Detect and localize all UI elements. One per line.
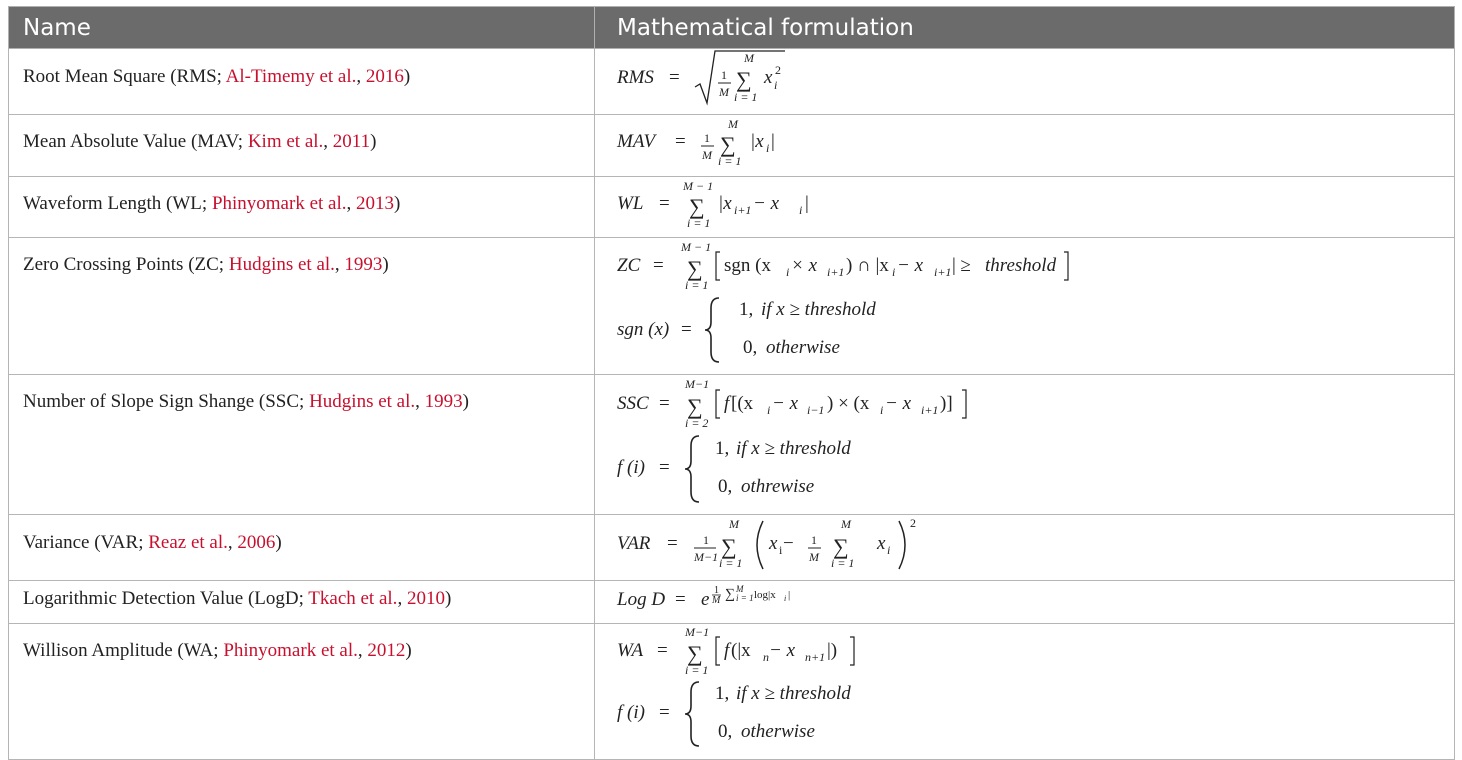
svg-text:1: 1 [704, 131, 710, 145]
svg-text:WL: WL [617, 193, 644, 214]
svg-text:i = 1: i = 1 [685, 278, 709, 292]
svg-text:=: = [659, 457, 670, 478]
formula-ssc [595, 375, 1455, 515]
svg-text:=: = [675, 131, 686, 152]
svg-text:−: − [783, 533, 794, 554]
row-name: Number of Slope Sign Shange (SSC; Hudgins et al., 1993) [9, 375, 595, 515]
svg-text:=: = [659, 393, 670, 414]
svg-text:f: f [724, 393, 730, 414]
formula-wl [595, 177, 1455, 238]
svg-text:MAV: MAV [617, 131, 656, 152]
svg-text:2: 2 [775, 63, 781, 77]
citation-year-link[interactable]: 2012 [367, 640, 406, 661]
svg-text:f (i): f (i) [617, 702, 645, 723]
svg-text:i = 1: i = 1 [831, 556, 855, 570]
svg-text:M: M [719, 85, 729, 99]
svg-text:=: = [659, 702, 670, 723]
svg-text:i: i [799, 203, 803, 217]
svg-text:=: = [657, 640, 668, 661]
citation-year-link[interactable]: 2006 [237, 532, 276, 553]
svg-text:=: = [659, 193, 670, 214]
svg-text:∑: ∑ [687, 394, 703, 419]
citation-year-link[interactable]: 2016 [365, 66, 404, 87]
svg-text:M − 1: M − 1 [683, 179, 714, 193]
svg-text:i+1: i+1 [827, 265, 845, 279]
row-name: Waveform Length (WL; Phinyomark et al., 2013) [9, 177, 595, 238]
svg-text:|: | [788, 589, 791, 601]
svg-text:| ≥: | ≥ [952, 255, 971, 276]
citation-link[interactable]: Hudgins et al. [309, 391, 416, 412]
svg-text:[(x: [(x [731, 393, 754, 414]
svg-text:WA: WA [617, 640, 644, 661]
svg-text:i = 1: i = 1 [687, 216, 711, 230]
svg-text:Log D: Log D [617, 589, 666, 610]
svg-text:i+1: i+1 [921, 403, 939, 417]
table-row [9, 515, 1455, 581]
formula-rms-svg [617, 49, 937, 108]
formula-logd-svg [617, 581, 937, 617]
svg-text:othrewise: othrewise [741, 476, 815, 497]
svg-text:i: i [786, 265, 790, 279]
svg-text:1,: 1, [715, 438, 730, 459]
formula-ssc-svg [617, 375, 1137, 508]
svg-text:i−1: i−1 [807, 403, 825, 417]
svg-text:∑: ∑ [687, 256, 703, 281]
svg-text:∑: ∑ [833, 534, 849, 559]
row-name: Root Mean Square (RMS; Al-Timemy et al., 2016) [9, 49, 595, 115]
svg-text:i: i [784, 594, 787, 603]
svg-text:0,: 0, [743, 337, 758, 358]
svg-text:i: i [779, 543, 783, 557]
svg-text:2: 2 [910, 516, 916, 530]
svg-text:i+1: i+1 [934, 265, 952, 279]
svg-text:e: e [701, 589, 710, 610]
formula-zc [595, 238, 1455, 375]
citation-year-link[interactable]: 2010 [406, 588, 445, 609]
row-name: Willison Amplitude (WA; Phinyomark et al., 2012) [9, 624, 595, 760]
citation-link[interactable]: Phinyomark et al. [211, 193, 347, 214]
svg-text:VAR: VAR [617, 533, 651, 554]
formula-wa [595, 624, 1455, 760]
row-name: Logarithmic Detection Value (LogD; Tkach et al., 2010) [9, 581, 595, 624]
svg-text:|x: |x [750, 131, 764, 152]
svg-text:∑: ∑ [720, 132, 736, 157]
svg-text:M: M [809, 550, 819, 564]
svg-text:∑: ∑ [736, 67, 752, 92]
svg-text:|: | [805, 193, 809, 214]
svg-text:i: i [766, 141, 770, 155]
row-name: Mean Absolute Value (MAV; Kim et al., 2011) [9, 115, 595, 177]
svg-text:threshold: threshold [985, 255, 1057, 276]
svg-text:n: n [763, 650, 769, 664]
svg-text:− x: − x [753, 193, 780, 214]
svg-text:=: = [667, 533, 678, 554]
svg-text:i = 1: i = 1 [718, 154, 742, 168]
svg-text:=: = [653, 255, 664, 276]
svg-text:)]: )] [940, 393, 953, 414]
svg-text:M: M [744, 51, 754, 65]
formula-wl-svg [617, 177, 937, 231]
svg-text:if x ≥ threshold: if x ≥ threshold [736, 683, 851, 704]
svg-text:i: i [767, 403, 771, 417]
formula-wa-svg [617, 624, 1037, 753]
citation-link[interactable]: Reaz et al. [148, 532, 228, 553]
svg-text:=: = [669, 67, 680, 88]
citation-year-link[interactable]: 1993 [424, 391, 463, 412]
table-row [9, 238, 1455, 375]
formula-rms [595, 49, 1455, 115]
svg-text:1,: 1, [715, 683, 730, 704]
svg-text:|x: |x [718, 193, 732, 214]
svg-text:if x ≥ threshold: if x ≥ threshold [736, 438, 851, 459]
svg-text:) ∩ |x: ) ∩ |x [846, 255, 889, 276]
citation-year-link[interactable]: 1993 [344, 254, 383, 275]
svg-text:∑: ∑ [689, 194, 705, 219]
svg-text:x: x [764, 67, 773, 88]
svg-text:M: M [736, 584, 744, 594]
svg-text:f: f [724, 640, 730, 661]
svg-text:RMS: RMS [617, 67, 654, 88]
svg-text:sgn (x): sgn (x) [617, 319, 670, 340]
table-row [9, 115, 1455, 177]
svg-text:M: M [728, 117, 738, 131]
formula-zc-svg [617, 238, 1137, 368]
svg-text:(|x: (|x [731, 640, 751, 661]
svg-text:log|x: log|x [754, 589, 776, 601]
svg-text:∑: ∑ [725, 587, 735, 602]
svg-text:M: M [729, 517, 739, 531]
row-name: Zero Crossing Points (ZC; Hudgins et al., 1993) [9, 238, 595, 375]
citation-year-link[interactable]: 2013 [356, 193, 394, 214]
svg-text:− x: − x [897, 255, 924, 276]
svg-text:i = 1: i = 1 [685, 663, 709, 677]
header-name: Name [9, 7, 595, 49]
svg-text:=: = [681, 319, 692, 340]
citation-link[interactable]: Phinyomark et al. [223, 640, 358, 661]
svg-text:i = 2: i = 2 [685, 416, 709, 430]
svg-text:× x: × x [791, 255, 818, 276]
svg-text:i = 1: i = 1 [734, 90, 758, 104]
svg-text:if x ≥ threshold: if x ≥ threshold [761, 299, 876, 320]
citation-link[interactable]: Tkach et al. [308, 588, 398, 609]
svg-text:M−1: M−1 [694, 550, 719, 564]
svg-text:M: M [841, 517, 851, 531]
svg-text:i+1: i+1 [734, 203, 752, 217]
svg-text:1,: 1, [739, 299, 754, 320]
header-row [9, 7, 1455, 49]
svg-text:otherwise: otherwise [741, 721, 815, 742]
svg-text:M−1: M−1 [685, 625, 710, 639]
svg-text:0,: 0, [718, 476, 733, 497]
svg-text:− x: − x [769, 640, 796, 661]
svg-text:∑: ∑ [721, 534, 737, 559]
svg-text:otherwise: otherwise [766, 337, 840, 358]
formula-mav-svg [617, 115, 937, 170]
svg-text:|): |) [827, 640, 838, 661]
svg-text:SSC: SSC [617, 393, 649, 414]
citation-link[interactable]: Kim et al. [247, 131, 324, 152]
svg-text:1: 1 [721, 68, 727, 82]
citation-link[interactable]: Al-Timemy et al. [225, 66, 357, 87]
svg-text:ZC: ZC [617, 255, 641, 276]
svg-text:x: x [877, 533, 886, 554]
table-row [9, 49, 1455, 115]
formula-mav [595, 115, 1455, 177]
svg-text:|: | [771, 131, 775, 152]
svg-text:M−1: M−1 [685, 377, 710, 391]
svg-text:i: i [892, 265, 896, 279]
svg-text:x: x [769, 533, 778, 554]
svg-text:i: i [887, 543, 891, 557]
svg-text:M − 1: M − 1 [681, 240, 712, 254]
svg-text:i: i [774, 78, 778, 92]
features-table [8, 6, 1455, 760]
svg-text:) × (x: ) × (x [827, 393, 870, 414]
citation-year-link[interactable]: 2011 [332, 131, 371, 152]
svg-text:− x: − x [772, 393, 799, 414]
svg-text:0,: 0, [718, 721, 733, 742]
formula-var [595, 515, 1455, 581]
table-row [9, 581, 1455, 624]
table-row [9, 375, 1455, 515]
svg-text:M: M [702, 148, 712, 162]
formula-var-svg [617, 515, 977, 574]
svg-text:1: 1 [811, 533, 817, 547]
table-row [9, 177, 1455, 238]
formula-logd [595, 581, 1455, 624]
svg-text:=: = [675, 589, 686, 610]
svg-text:∑: ∑ [687, 641, 703, 666]
citation-link[interactable]: Hudgins et al. [228, 254, 335, 275]
row-name: Variance (VAR; Reaz et al., 2006) [9, 515, 595, 581]
table-row [9, 624, 1455, 760]
svg-text:− x: − x [885, 393, 912, 414]
svg-text:i: i [880, 403, 884, 417]
svg-text:n+1: n+1 [805, 650, 826, 664]
header-formula: Mathematical formulation [595, 7, 1455, 49]
svg-text:f (i): f (i) [617, 457, 645, 478]
svg-text:1: 1 [714, 585, 719, 596]
svg-text:M: M [712, 595, 721, 606]
svg-text:sgn (x: sgn (x [724, 255, 771, 276]
svg-text:1: 1 [703, 533, 709, 547]
svg-text:i = 1: i = 1 [719, 556, 743, 570]
svg-text:i = 1: i = 1 [736, 593, 754, 603]
